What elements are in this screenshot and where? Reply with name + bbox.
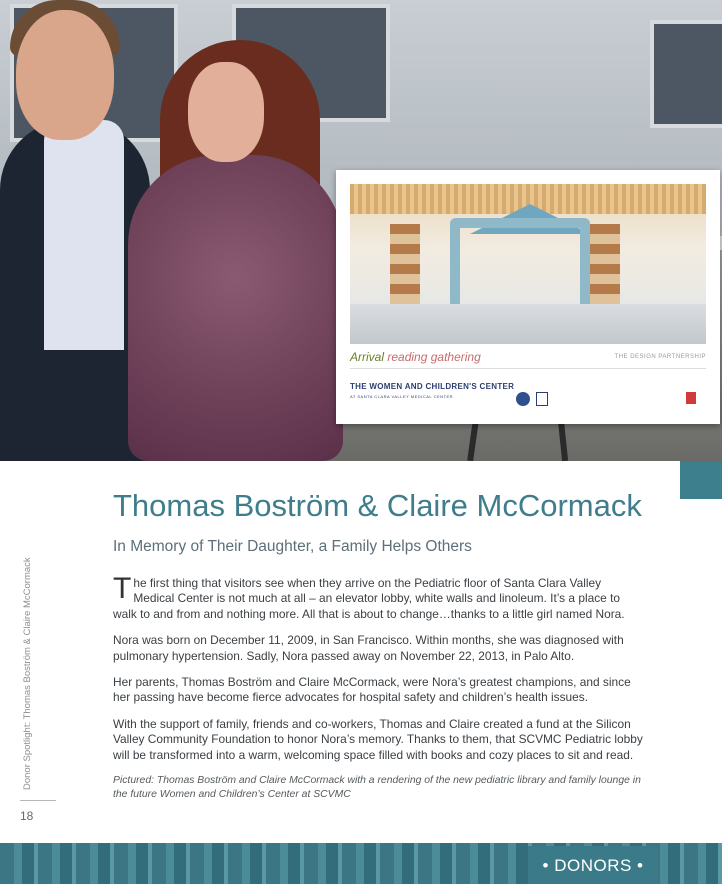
rendering-board: [336, 170, 720, 424]
seal-logo-icon: [516, 392, 530, 406]
paragraph-1: The first thing that visitors see when they arrive on the Pediatric floor of Santa Clara Valley Medical Center is not much at all – an elevator lobby, white walls and linoleum. It’s a place to walk to and from and nothing more. All that is about to change…thanks to a little girl named Nora.: [113, 572, 625, 621]
photo-man-shirt: [44, 120, 124, 350]
sidebar-rule: [20, 800, 56, 801]
center-subtitle: AT SANTA CLARA VALLEY MEDICAL CENTER: [350, 394, 454, 399]
rendering-bookshelf: [390, 224, 420, 314]
article-body: [113, 572, 643, 812]
rendering-floor: [350, 304, 706, 344]
photo-woman-face: [188, 62, 264, 162]
paragraph-2: Nora was born on December 11, 2009, in San Francisco. Within months, she was diagnosed with pulmonary hypertension. Sadly, Nora passed away on November 22, 2013, in Palo Alto.: [113, 633, 624, 663]
center-name: THE WOMEN AND CHILDREN'S CENTER: [350, 382, 515, 391]
design-firm-label: THE DESIGN PARTNERSHIP: [614, 354, 706, 360]
vmc-logo-icon: [536, 392, 548, 406]
article-title: Thomas Boström & Claire McCormack: [113, 488, 642, 523]
photo-woman-dress: [128, 155, 343, 461]
photo-caption: Pictured: Thomas Boström and Claire McCormack with a rendering of the new pediatric library and family lounge in the future Women and Children’s Center at SCVMC: [113, 775, 641, 800]
paragraph-3: Her parents, Thomas Boström and Claire McCormack, were Nora’s greatest champions, and since her passing have become fierce advocates for hospital safety and children’s health issues.: [113, 675, 631, 705]
article-subtitle: In Memory of Their Daughter, a Family Helps Others: [113, 538, 472, 555]
red-logo-icon: [686, 392, 696, 404]
page-number: 18: [20, 809, 34, 823]
accent-tab: [680, 461, 722, 499]
section-label: Donor Spotlight: Thomas Boström & Claire McCormack: [22, 557, 33, 790]
rendering-bookshelf: [590, 224, 620, 314]
section-badge: • DONORS •: [528, 846, 658, 884]
drop-cap: T: [113, 572, 132, 605]
photo-window: [650, 20, 722, 128]
rendering-caption: Arrival reading gathering: [350, 350, 481, 364]
photo-man-face: [16, 10, 114, 140]
board-divider: [350, 368, 706, 369]
paragraph-4: With the support of family, friends and co-workers, Thomas and Claire created a fund at the Silicon Valley Community Foundation to honor Nora’s memory. Thanks to them, that SCVMC Pediatric lobby will be transformed into a warm, welcoming space filled with books and cozy places to sit and read.: [113, 716, 643, 762]
lobby-rendering: [350, 184, 706, 344]
